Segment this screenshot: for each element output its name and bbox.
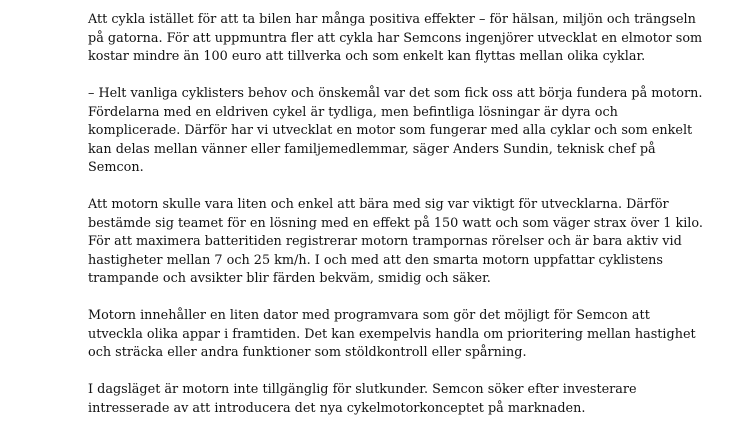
text-line: I dagsläget är motorn inte tillgänglig för slutkunder. Semcon söker efter investerare <box>88 382 637 397</box>
paragraph-quote <box>88 85 728 178</box>
text-line: Fördelarna med en eldriven cykel är tydliga, men befintliga lösningar är dyra och <box>88 104 618 120</box>
text-line: utveckla olika appar i framtiden. Det kan exempelvis handla om prioritering mellan hastighet <box>88 326 696 342</box>
paragraph-software <box>88 307 728 363</box>
text-line: Motorn innehåller en liten dator med programvara som gör det möjligt för Semcon att <box>88 308 650 323</box>
text-line: kan delas mellan vänner eller familjemedlemmar, säger Anders Sundin, teknisk chef på <box>88 141 656 157</box>
text-line: komplicerade. Därför har vi utvecklat en motor som fungerar med alla cyklar och som enkelt <box>88 123 693 138</box>
paragraph-intro <box>88 11 728 67</box>
text-line: Att cykla istället för att ta bilen har många positiva effekter – för hälsan, miljön och trängseln <box>88 12 696 27</box>
paragraph-design <box>88 196 728 289</box>
text-line: bestämde sig teamet för en lösning med en effekt på 150 watt och som väger strax över 1 kilo. <box>88 215 703 231</box>
paragraph-availability <box>88 381 728 418</box>
text-line: på gatorna. För att uppmuntra fler att cykla har Semcons ingenjörer utvecklat en elmotor som <box>88 30 703 46</box>
text-line: – Helt vanliga cyklisters behov och önskemål var det som fick oss att börja fundera på motorn. <box>88 86 703 101</box>
text-line: intresserade av att introducera det nya cykelmotorkonceptet på marknaden. <box>88 400 586 416</box>
text-line: trampande och avsikter blir färden bekväm, smidig och säker. <box>88 271 491 286</box>
text-line: kostar mindre än 100 euro att tillverka och som enkelt kan flyttas mellan olika cyklar. <box>88 49 646 64</box>
text-line: För att maximera batteritiden registrerar motorn trampornas rörelser och är bara aktiv vid <box>88 234 682 249</box>
text-line: hastigheter mellan 7 och 25 km/h. I och med att den smarta motorn uppfattar cyklistens <box>88 252 663 268</box>
document-body <box>88 11 728 437</box>
text-line: Att motorn skulle vara liten och enkel att bära med sig var viktigt för utvecklarna. Därför <box>88 197 669 212</box>
text-line: och sträcka eller andra funktioner som stöldkontroll eller spårning. <box>88 345 527 360</box>
text-line: Semcon. <box>88 160 144 175</box>
